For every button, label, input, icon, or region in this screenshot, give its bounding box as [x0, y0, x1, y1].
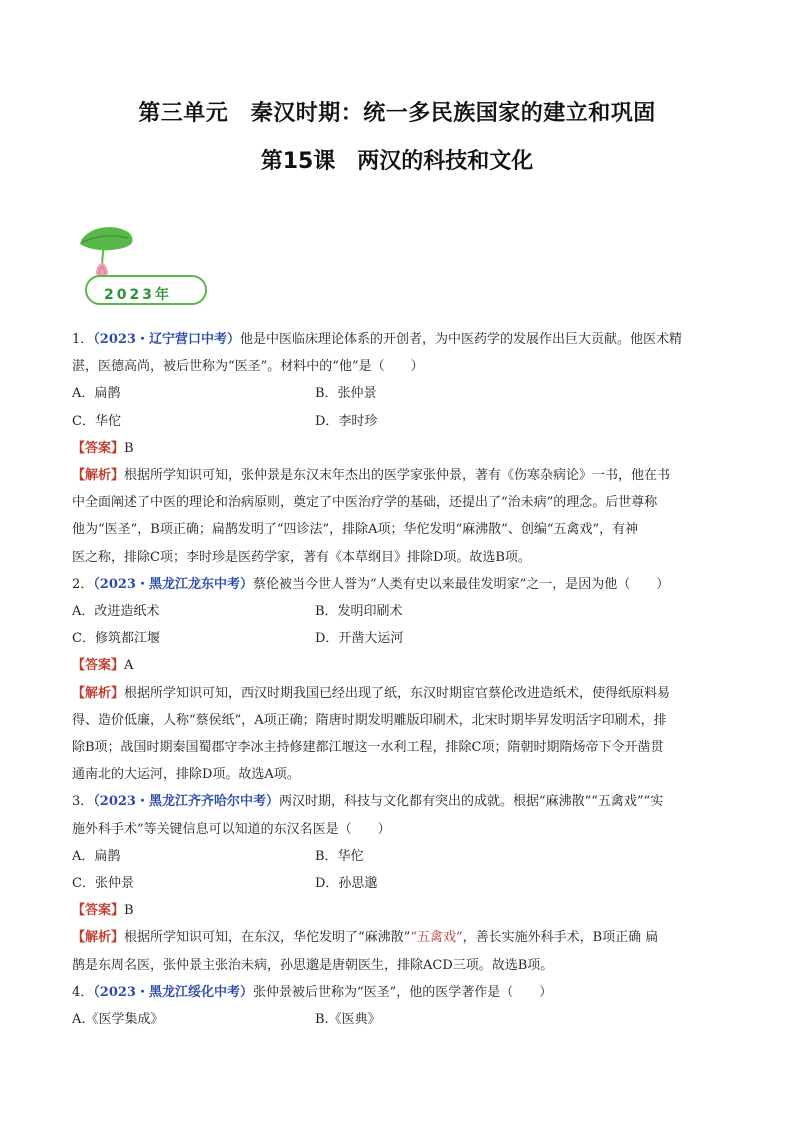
question-source: （2023・黑龙江绥化中考） — [93, 984, 253, 1000]
option-c: C．华佗 — [72, 413, 121, 429]
question-2: 2．（2023・黑龙江龙东中考）蔡伦被当今世人誉为“人类有史以来最佳发明家”之一，是因为他（ ） A．改进造纸术 B．发明印刷术 C．修筑都江堰 D．开凿大运河 【答案】A 【解析】根据所学知识可知，西汉时期我国已经出现了纸，东汉时期宦官蔡伦改进造纸术，使得纸原料易 得、造价低廉，人称“蔡侯纸”，A项正确；隋唐时期发明雕版印刷术，北宋时期毕昇发明活字印刷术，排 除B项；战国时期秦国蜀郡守李冰主持修建都江堰这一水利工程，排除C项；隋朝时期隋炀帝下令开凿贯 通南北的大运河，排除D项。故选A项。 — [72, 571, 724, 789]
option-c: C．张仲景 — [72, 876, 134, 892]
analysis-label: 【解析】 — [72, 685, 125, 701]
option-b: B．华佗 — [315, 848, 364, 864]
option-b: B.《医典》 — [315, 1012, 381, 1028]
question-list — [72, 326, 724, 1033]
analysis-label: 【解析】 — [72, 468, 125, 484]
options-row — [72, 380, 724, 407]
year-badge: 2023年 — [104, 287, 172, 303]
question-3: 3．（2023・黑龙江齐齐哈尔中考）两汉时期，科技与文化都有突出的成就。根据“麻沸散”“五禽戏”“实 施外科手术”等关键信息可以知道的东汉名医是（ ） A．扁鹊 B．华佗 C．张仲景 D．孙思邈 【答案】B 【解析】根据所学知识可知，在东汉，华佗发明了“麻沸散”“五禽戏”，善长实施外科手术，B项正确 扁 鹊是东周名医，张仲景主张治未病，孙思邈是唐朝医生，排除ACD三项。故选B项。 — [72, 788, 724, 978]
options-row — [72, 408, 724, 435]
option-d: D．孙思邈 — [315, 876, 378, 892]
analysis-label: 【解析】 — [72, 930, 125, 946]
options-row — [72, 843, 724, 870]
option-d: D．李时珍 — [315, 413, 378, 429]
question-source: （2023・黑龙江齐齐哈尔中考） — [93, 794, 279, 810]
option-b: B．张仲景 — [315, 386, 377, 402]
option-a: A.《医学集成》 — [72, 1012, 164, 1028]
answer-value: B — [124, 903, 134, 919]
answer-label: 【答案】 — [72, 440, 125, 456]
question-source: （2023・辽宁营口中考） — [93, 332, 240, 347]
option-a: A．改进造纸术 — [72, 604, 160, 620]
options-row — [72, 598, 724, 625]
option-a: A．扁鹊 — [72, 386, 121, 402]
lesson-title: 第15课 两汉的科技和文化 — [260, 149, 534, 174]
options-row — [72, 625, 724, 652]
question-1: 1．（2023・辽宁营口中考）他是中医临床理论体系的开创者，为中医药学的发展作出巨大贡献。他医术精 湛，医德高尚，被后世称为“医圣”。材料中的“他”是（ ） A．扁鹊 B．张仲景 C．华佗 D．李时珍 【答案】B 【解析】根据所学知识可知，张仲景是东汉末年杰出的医学家张仲景，著有《伤寒杂病论》一书，他在书 中全面阐述了中医的理论和治病原则，奠定了中医治疗学的基础，还提出了“治未病”的理念。后世尊称 他为“医圣”，B项正确；扁鹊发明了“四诊法”，排除A项；华佗发明“麻沸散”、创编“五禽戏”，有神 医之称，排除C项；李时珍是医药学家，著有《本草纲目》排除D项。故选B项。 — [72, 326, 724, 571]
question-source: （2023・黑龙江龙东中考） — [93, 576, 253, 592]
option-c: C．修筑都江堰 — [72, 631, 160, 647]
option-b: B．发明印刷术 — [315, 604, 403, 620]
option-d: D．开凿大运河 — [315, 631, 404, 647]
answer-value: A — [124, 658, 134, 674]
unit-title: 第三单元 秦汉时期：统一多民族国家的建立和巩固 — [138, 101, 656, 126]
options-row — [72, 870, 724, 897]
answer-value: B — [124, 440, 134, 456]
question-4: 4．（2023・黑龙江绥化中考）张仲景被后世称为“医圣”，他的医学著作是（ ） A.《医学集成》 B.《医典》 — [72, 979, 724, 1033]
options-row — [72, 1006, 724, 1033]
option-a: A．扁鹊 — [72, 848, 121, 864]
answer-label: 【答案】 — [72, 658, 125, 674]
answer-label: 【答案】 — [72, 903, 125, 919]
highlighted-term: “五禽戏” — [410, 930, 463, 946]
